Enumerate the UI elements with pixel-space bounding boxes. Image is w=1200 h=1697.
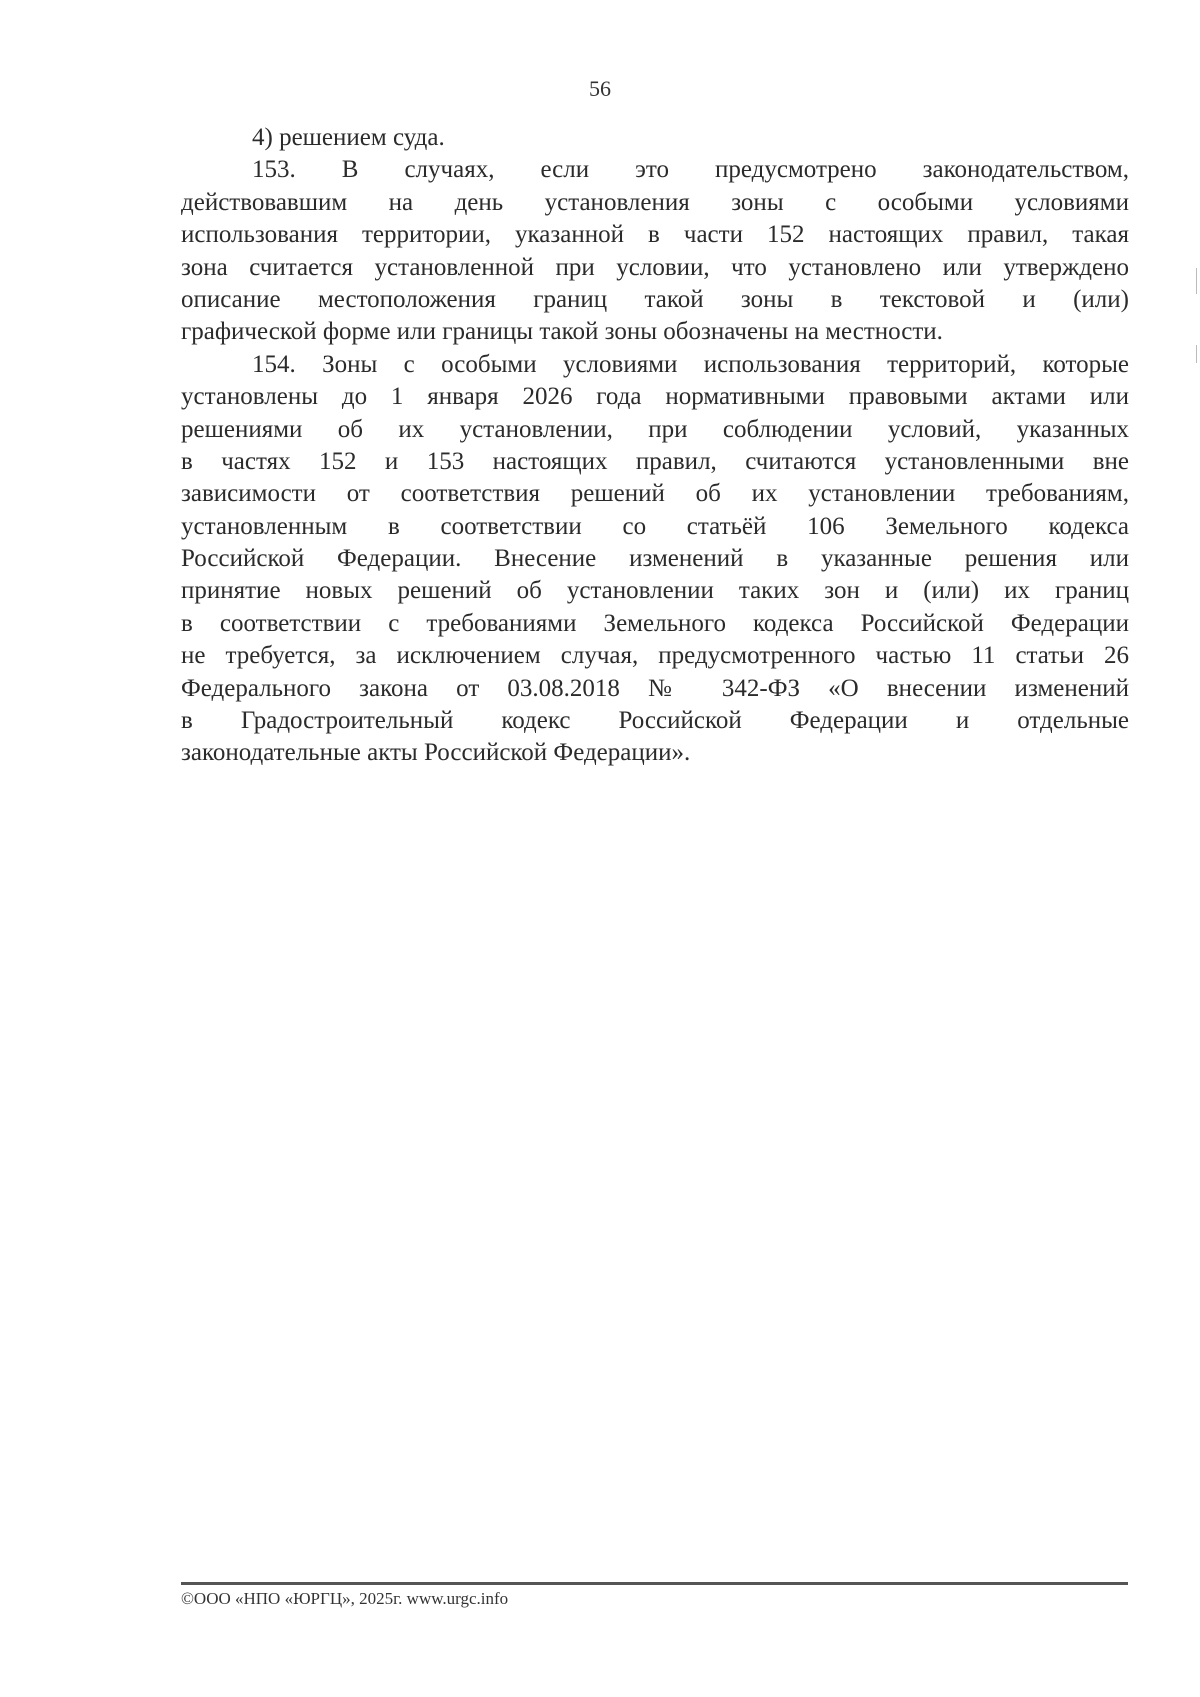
paragraph-line: Российской Федерации. Внесение изменений в указанные решения или: [181, 545, 1129, 573]
paragraph-line: не требуется, за исключением случая, предусмотренного частью 11 статьи 26: [181, 642, 1129, 670]
paragraph-line: зона считается установленной при условии, что установлено или утверждено: [181, 253, 1129, 281]
paragraph-line: в соответствии с требованиями Земельного кодекса Российской Федерации: [181, 609, 1129, 637]
paragraph-line: принятие новых решений об установлении таких зон и (или) их границ: [181, 577, 1129, 605]
paragraph-line: в Градостроительный кодекс Российской Федерации и отдельные: [181, 707, 1129, 735]
paragraph-line: установлены до 1 января 2026 года нормативными правовыми актами или: [181, 383, 1129, 411]
paragraph-line: описание местоположения границ такой зоны в текстовой и (или): [181, 285, 1129, 313]
document-body: [181, 122, 1129, 770]
page-number: 56: [589, 76, 611, 101]
paragraph-line: решениями об их установлении, при соблюдении условий, указанных: [181, 415, 1129, 443]
scan-edge-mark: [1196, 268, 1197, 294]
paragraph-line: графической форме или границы такой зоны обозначены на местности.: [181, 318, 943, 346]
paragraph-153: [181, 154, 1129, 348]
paragraph-line: зависимости от соответствия решений об их установлении требованиям,: [181, 480, 1129, 508]
footer-divider: [181, 1582, 1128, 1585]
list-item-4: 4) решением суда.: [252, 124, 445, 151]
paragraph-line: законодательные акты Российской Федерации».: [181, 739, 691, 767]
scan-edge-mark: [1196, 345, 1197, 363]
paragraph-line: Федерального закона от 03.08.2018 № 342-ФЗ «О внесении изменений: [181, 674, 1129, 702]
paragraph-154: [181, 349, 1129, 770]
footer-copyright: ©ООО «НПО «ЮРГЦ», 2025г. www.urgc.info: [181, 1589, 509, 1608]
paragraph-line: действовавшим на день установления зоны с особыми условиями: [181, 188, 1129, 216]
paragraph-line: 154. Зоны с особыми условиями использования территорий, которые: [252, 350, 1129, 378]
paragraph-line: установленным в соответствии со статьёй 106 Земельного кодекса: [181, 512, 1129, 540]
paragraph-line: в частях 152 и 153 настоящих правил, считаются установленными вне: [181, 447, 1129, 475]
paragraph-line: использования территории, указанной в части 152 настоящих правил, такая: [181, 221, 1129, 249]
paragraph-line: 153. В случаях, если это предусмотрено законодательством,: [252, 156, 1129, 184]
